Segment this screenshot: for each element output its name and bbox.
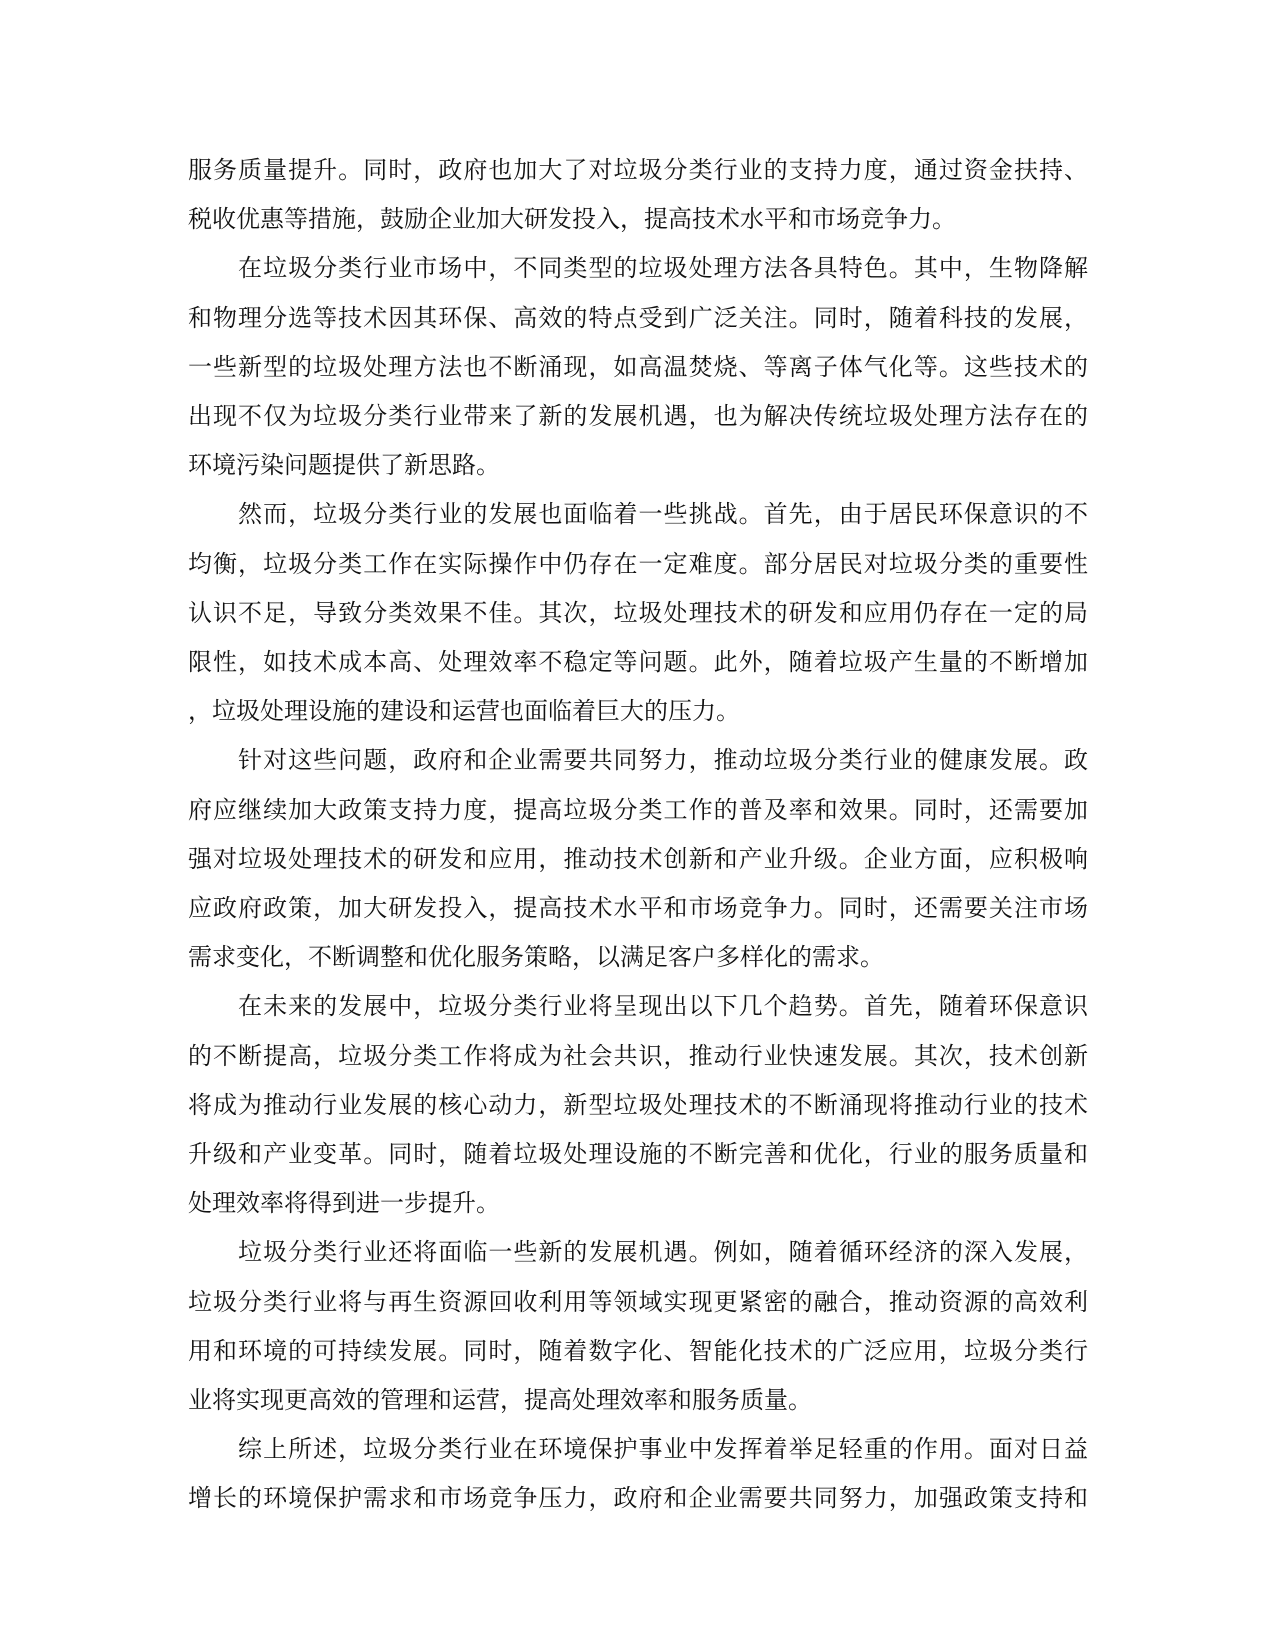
text-line: 均衡，垃圾分类工作在实际操作中仍存在一定难度。部分居民对垃圾分类的重要性 — [188, 549, 1088, 578]
text-line: 垃圾分类行业将与再生资源回收利用等领域实现更紧密的融合，推动资源的高效利 — [188, 1287, 1088, 1316]
paragraph-3 — [188, 490, 1088, 736]
text-line: 增长的环境保护需求和市场竞争压力，政府和企业需要共同努力，加强政策支持和 — [188, 1484, 1088, 1513]
text-line: 环境污染问题提供了新思路。 — [188, 451, 500, 480]
text-line: 在垃圾分类行业市场中，不同类型的垃圾处理方法各具特色。其中，生物降解 — [188, 254, 1088, 283]
text-line: 应政府政策，加大研发投入，提高技术水平和市场竞争力。同时，还需要关注市场 — [188, 894, 1088, 923]
text-line: 一些新型的垃圾处理方法也不断涌现，如高温焚烧、等离子体气化等。这些技术的 — [188, 352, 1088, 381]
text-line: 强对垃圾处理技术的研发和应用，推动技术创新和产业升级。企业方面，应积极响 — [188, 844, 1088, 873]
text-line: 限性，如技术成本高、处理效率不稳定等问题。此外，随着垃圾产生量的不断增加 — [188, 648, 1088, 677]
text-line: 针对这些问题，政府和企业需要共同努力，推动垃圾分类行业的健康发展。政 — [188, 746, 1088, 775]
text-line: 综上所述，垃圾分类行业在环境保护事业中发挥着举足轻重的作用。面对日益 — [188, 1435, 1088, 1464]
text-line: 服务质量提升。同时，政府也加大了对垃圾分类行业的支持力度，通过资金扶持、 — [188, 156, 1088, 184]
text-line: 出现不仅为垃圾分类行业带来了新的发展机遇，也为解决传统垃圾处理方法存在的 — [188, 402, 1088, 431]
document-body — [188, 146, 1088, 1524]
text-line: 在未来的发展中，垃圾分类行业将呈现出以下几个趋势。首先，随着环保意识 — [188, 992, 1088, 1021]
text-line: 认识不足，导致分类效果不佳。其次，垃圾处理技术的研发和应用仍存在一定的局 — [188, 598, 1088, 627]
paragraph-5 — [188, 982, 1088, 1228]
text-line: ，垃圾处理设施的建设和运营也面临着巨大的压力。 — [188, 697, 740, 726]
text-line: 和物理分选等技术因其环保、高效的特点受到广泛关注。同时，随着科技的发展， — [188, 303, 1088, 332]
text-line: 的不断提高，垃圾分类工作将成为社会共识，推动行业快速发展。其次，技术创新 — [188, 1041, 1088, 1070]
text-line: 垃圾分类行业还将面临一些新的发展机遇。例如，随着循环经济的深入发展， — [188, 1238, 1088, 1267]
paragraph-2 — [188, 244, 1088, 490]
text-line: 需求变化，不断调整和优化服务策略，以满足客户多样化的需求。 — [188, 943, 884, 972]
paragraph-7 — [188, 1425, 1088, 1523]
text-line: 然而，垃圾分类行业的发展也面临着一些挑战。首先，由于居民环保意识的不 — [188, 500, 1088, 529]
paragraph-1 — [188, 146, 1088, 244]
text-line: 升级和产业变革。同时，随着垃圾处理设施的不断完善和优化，行业的服务质量和 — [188, 1140, 1088, 1169]
text-line: 府应继续加大政策支持力度，提高垃圾分类工作的普及率和效果。同时，还需要加 — [188, 795, 1088, 824]
paragraph-4 — [188, 736, 1088, 982]
paragraph-6 — [188, 1228, 1088, 1425]
text-line: 税收优惠等措施，鼓励企业加大研发投入，提高技术水平和市场竞争力。 — [188, 205, 956, 234]
text-line: 业将实现更高效的管理和运营，提高处理效率和服务质量。 — [188, 1386, 812, 1415]
text-line: 用和环境的可持续发展。同时，随着数字化、智能化技术的广泛应用，垃圾分类行 — [188, 1336, 1088, 1365]
text-line: 将成为推动行业发展的核心动力，新型垃圾处理技术的不断涌现将推动行业的技术 — [188, 1090, 1088, 1119]
text-line: 处理效率将得到进一步提升。 — [188, 1189, 500, 1218]
